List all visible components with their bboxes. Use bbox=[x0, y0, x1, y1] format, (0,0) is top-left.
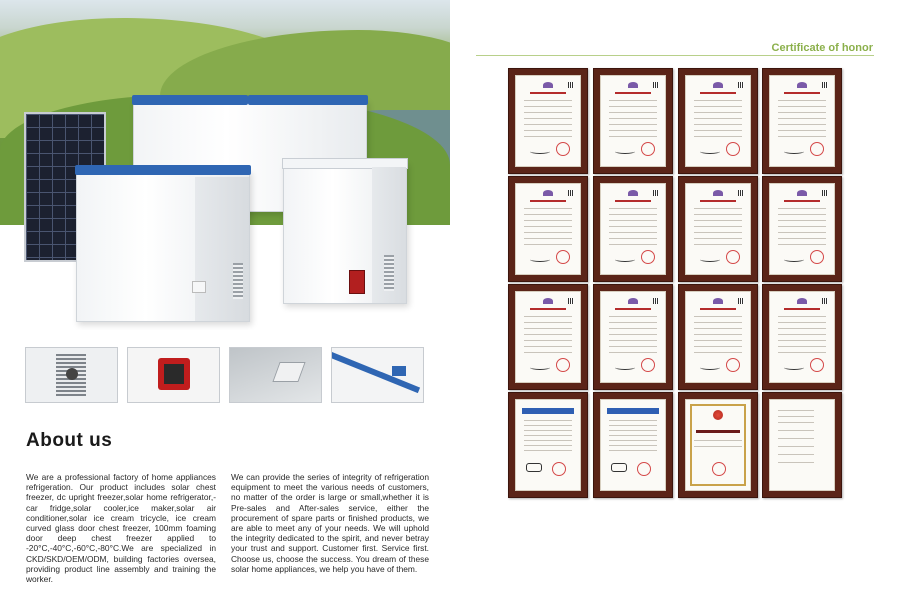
certificate-patent-5 bbox=[508, 176, 588, 282]
certificate-patent-6 bbox=[593, 176, 673, 282]
certificate-patent-2 bbox=[593, 68, 673, 174]
certificate-ce-13 bbox=[508, 392, 588, 498]
thumbnail-lid-detail bbox=[331, 347, 424, 403]
certificate-patent-10 bbox=[593, 284, 673, 390]
certificate-patent-1 bbox=[508, 68, 588, 174]
certificate-patent-12 bbox=[762, 284, 842, 390]
about-paragraph-right: We can provide the series of integrity of refrigeration equipment to meet the various needs of customers, no matter of the order is large or small,whether it is Pre-sales and After-sales service, either the procurement of spare parts or finished products, we are able to meet any of your needs. We will uphold the integrity dedicated to the spirit, and never betray your trust and support. Customer first. Service first. Choose us, choose the success. You dream of these solar home appliances, we help you have of them. bbox=[231, 472, 429, 574]
about-paragraph-left: We are a professional factory of home appliances refrigeration. Our product includes solar chest freezer, dc upright freezer,solar home refrigerator,-car fridge,solar cooler,ice maker,solar air conditioner,solar ice cream tricycle, ice cream curved glass door chest freezer, 100mm foaming door deep chest freezer applied to -20°C,-40°C,-60°C,-80°C.We are specialized in CKD/SKD/OEM/ODM, building factories oversea, providing product line assembly and training the worker. bbox=[26, 472, 216, 585]
thumbnail-control-panel bbox=[127, 347, 220, 403]
certificate-patent-11 bbox=[678, 284, 758, 390]
certificate-title: Certificate of honor bbox=[771, 42, 873, 54]
thumbnail-vent-detail bbox=[25, 347, 118, 403]
blue-lid-chest-freezer bbox=[76, 170, 250, 322]
thumbnail-hinge-detail bbox=[229, 347, 322, 403]
certificate-patent-9 bbox=[508, 284, 588, 390]
hero-image bbox=[0, 0, 450, 330]
certificate-patent-7 bbox=[678, 176, 758, 282]
certificate-plain-16 bbox=[762, 392, 842, 498]
certificate-ce-14 bbox=[593, 392, 673, 498]
title-divider bbox=[476, 55, 874, 56]
certificate-honor-15 bbox=[678, 392, 758, 498]
white-chest-freezer bbox=[283, 162, 407, 304]
certificate-patent-3 bbox=[678, 68, 758, 174]
detail-thumbnails bbox=[25, 347, 425, 403]
right-page bbox=[450, 0, 900, 595]
about-title: About us bbox=[26, 430, 113, 451]
certificate-patent-4 bbox=[762, 68, 842, 174]
certificate-patent-8 bbox=[762, 176, 842, 282]
